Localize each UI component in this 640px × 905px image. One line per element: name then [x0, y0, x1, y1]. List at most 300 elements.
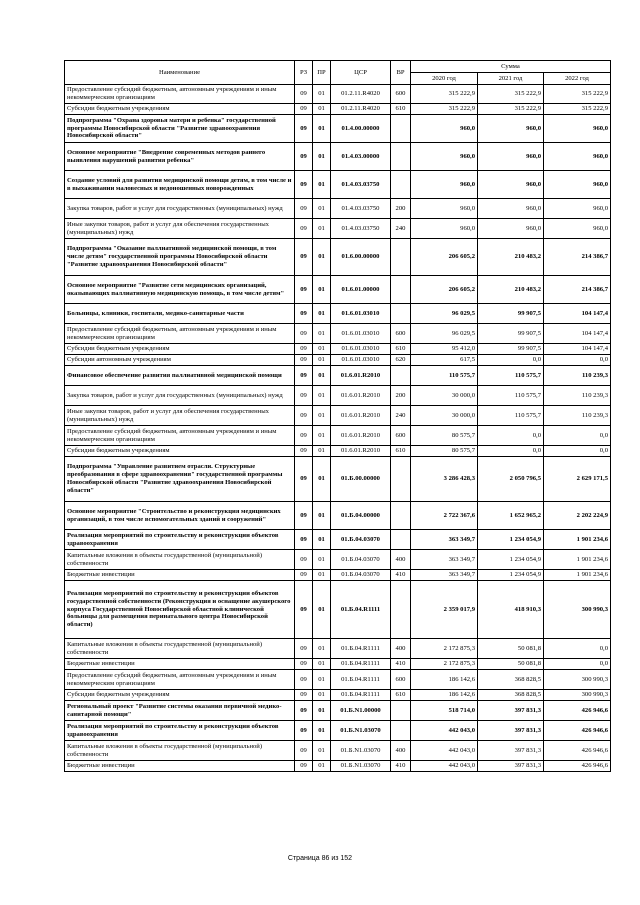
cell-rz: 09 [295, 639, 313, 659]
table-row [65, 570, 611, 581]
table-row [65, 239, 611, 276]
cell-vr [391, 502, 411, 530]
cell-2022: 214 386,7 [544, 276, 611, 304]
cell-rz: 09 [295, 670, 313, 690]
cell-pr: 01 [313, 639, 331, 659]
header-pr: ПР [313, 61, 331, 85]
cell-rz: 09 [295, 701, 313, 721]
cell-2022: 0,0 [544, 355, 611, 366]
cell-2022: 426 946,6 [544, 701, 611, 721]
cell-name: Закупка товаров, работ и услуг для государственных (муниципальных) нужд [65, 199, 295, 219]
cell-2020: 80 575,7 [411, 446, 478, 457]
table-row [65, 406, 611, 426]
table-row [65, 581, 611, 639]
table-row [65, 219, 611, 239]
cell-2021: 315 222,9 [478, 85, 544, 104]
cell-vr: 610 [391, 344, 411, 355]
cell-2020: 2 172 875,3 [411, 639, 478, 659]
cell-name: Закупка товаров, работ и услуг для государственных (муниципальных) нужд [65, 386, 295, 406]
cell-pr: 01 [313, 143, 331, 171]
cell-2022: 960,0 [544, 115, 611, 143]
cell-name: Субсидии автономным учреждениям [65, 355, 295, 366]
cell-2021: 368 828,5 [478, 670, 544, 690]
cell-2021: 397 831,3 [478, 741, 544, 761]
cell-2021: 210 483,2 [478, 276, 544, 304]
cell-2021: 960,0 [478, 143, 544, 171]
cell-vr: 400 [391, 639, 411, 659]
cell-2020: 186 142,6 [411, 670, 478, 690]
cell-rz: 09 [295, 355, 313, 366]
cell-rz: 09 [295, 386, 313, 406]
table-row [65, 426, 611, 446]
cell-csr: 01.6.01.R2010 [331, 446, 391, 457]
cell-csr: 01.Б.N1.03070 [331, 741, 391, 761]
cell-2020: 30 000,0 [411, 406, 478, 426]
cell-csr: 01.Б.04.R1111 [331, 690, 391, 701]
cell-2020: 960,0 [411, 219, 478, 239]
cell-csr: 01.4.00.00000 [331, 115, 391, 143]
cell-pr: 01 [313, 355, 331, 366]
cell-pr: 01 [313, 721, 331, 741]
cell-rz: 09 [295, 721, 313, 741]
cell-name: Предоставление субсидий бюджетным, автономным учреждениям и иным некоммерческим организациям [65, 85, 295, 104]
cell-csr: 01.Б.00.00000 [331, 457, 391, 502]
cell-2022: 0,0 [544, 426, 611, 446]
cell-2022: 1 901 234,6 [544, 570, 611, 581]
cell-2020: 442 043,0 [411, 721, 478, 741]
header-year-2022: 2022 год [544, 73, 611, 85]
cell-rz: 09 [295, 502, 313, 530]
cell-rz: 09 [295, 690, 313, 701]
cell-vr: 600 [391, 426, 411, 446]
table-row [65, 639, 611, 659]
cell-name: Субсидии бюджетным учреждениям [65, 690, 295, 701]
table-row [65, 701, 611, 721]
cell-vr: 600 [391, 324, 411, 344]
cell-vr: 400 [391, 741, 411, 761]
cell-2022: 0,0 [544, 446, 611, 457]
cell-pr: 01 [313, 761, 331, 772]
cell-2020: 960,0 [411, 115, 478, 143]
cell-name: Больницы, клиники, госпитали, медико-санитарные части [65, 304, 295, 324]
cell-2022: 0,0 [544, 639, 611, 659]
cell-2021: 397 831,3 [478, 721, 544, 741]
cell-pr: 01 [313, 550, 331, 570]
cell-name: Субсидии бюджетным учреждениям [65, 344, 295, 355]
table-row [65, 659, 611, 670]
cell-rz: 09 [295, 570, 313, 581]
cell-csr: 01.6.01.03010 [331, 355, 391, 366]
cell-rz: 09 [295, 324, 313, 344]
table-row [65, 446, 611, 457]
cell-vr [391, 171, 411, 199]
cell-csr: 01.6.01.00000 [331, 276, 391, 304]
header-csr: ЦСР [331, 61, 391, 85]
cell-pr: 01 [313, 219, 331, 239]
cell-2020: 96 029,5 [411, 304, 478, 324]
cell-pr: 01 [313, 741, 331, 761]
cell-pr: 01 [313, 344, 331, 355]
cell-vr [391, 115, 411, 143]
table-body [65, 85, 611, 772]
cell-2020: 95 412,0 [411, 344, 478, 355]
cell-2020: 315 222,9 [411, 104, 478, 115]
cell-rz: 09 [295, 239, 313, 276]
cell-name: Бюджетные инвестиции [65, 659, 295, 670]
cell-csr: 01.Б.04.R1111 [331, 639, 391, 659]
cell-rz: 09 [295, 104, 313, 115]
cell-vr: 410 [391, 570, 411, 581]
cell-vr [391, 701, 411, 721]
cell-csr: 01.Б.N1.00000 [331, 701, 391, 721]
cell-2021: 960,0 [478, 115, 544, 143]
header-sum: Сумма [411, 61, 611, 73]
cell-pr: 01 [313, 690, 331, 701]
cell-rz: 09 [295, 115, 313, 143]
cell-2021: 110 575,7 [478, 366, 544, 386]
cell-2021: 397 831,3 [478, 761, 544, 772]
table-row [65, 741, 611, 761]
cell-csr: 01.Б.04.03070 [331, 530, 391, 550]
table-row [65, 344, 611, 355]
cell-2020: 363 349,7 [411, 550, 478, 570]
cell-name: Капитальные вложения в объекты государственной (муниципальной) собственности [65, 639, 295, 659]
cell-2021: 99 907,5 [478, 304, 544, 324]
cell-2021: 1 652 965,2 [478, 502, 544, 530]
cell-2020: 363 349,7 [411, 570, 478, 581]
cell-name: Капитальные вложения в объекты государственной (муниципальной) собственности [65, 550, 295, 570]
cell-name: Создание условий для развития медицинской помощи детям, в том числе и в выхаживании маловесных и недоношенных новорожденных [65, 171, 295, 199]
table-row [65, 502, 611, 530]
table-row [65, 721, 611, 741]
header-name: Наименование [65, 61, 295, 85]
cell-2020: 80 575,7 [411, 426, 478, 446]
cell-name: Подпрограмма "Оказание паллиативной медицинской помощи, в том числе детям" государственной программы Новосибирской области "Развитие здравоохранения Новосибирской области" [65, 239, 295, 276]
cell-2021: 0,0 [478, 426, 544, 446]
cell-2022: 300 990,3 [544, 690, 611, 701]
cell-rz: 09 [295, 550, 313, 570]
cell-2022: 426 946,6 [544, 741, 611, 761]
cell-2022: 1 901 234,6 [544, 550, 611, 570]
cell-vr: 410 [391, 761, 411, 772]
table-row [65, 143, 611, 171]
cell-name: Предоставление субсидий бюджетным, автономным учреждениям и иным некоммерческим организациям [65, 324, 295, 344]
cell-2022: 110 239,3 [544, 366, 611, 386]
cell-name: Предоставление субсидий бюджетным, автономным учреждениям и иным некоммерческим организациям [65, 426, 295, 446]
cell-2021: 99 907,5 [478, 344, 544, 355]
header-rz: РЗ [295, 61, 313, 85]
cell-csr: 01.Б.04.03070 [331, 550, 391, 570]
cell-name: Реализация мероприятий по строительству и реконструкции объектов здравоохранения [65, 530, 295, 550]
table-row [65, 85, 611, 104]
cell-2022: 300 990,3 [544, 670, 611, 690]
cell-2021: 397 831,3 [478, 701, 544, 721]
cell-2022: 214 386,7 [544, 239, 611, 276]
cell-csr: 01.4.03.03750 [331, 199, 391, 219]
cell-rz: 09 [295, 406, 313, 426]
cell-csr: 01.4.03.03750 [331, 171, 391, 199]
cell-csr: 01.6.01.R2010 [331, 406, 391, 426]
cell-pr: 01 [313, 324, 331, 344]
cell-rz: 09 [295, 446, 313, 457]
table-row [65, 276, 611, 304]
table-row [65, 761, 611, 772]
cell-vr [391, 366, 411, 386]
cell-rz: 09 [295, 219, 313, 239]
cell-rz: 09 [295, 741, 313, 761]
cell-rz: 09 [295, 143, 313, 171]
cell-2021: 315 222,9 [478, 104, 544, 115]
cell-name: Бюджетные инвестиции [65, 570, 295, 581]
cell-2022: 315 222,9 [544, 85, 611, 104]
cell-2021: 368 828,5 [478, 690, 544, 701]
cell-pr: 01 [313, 446, 331, 457]
cell-pr: 01 [313, 406, 331, 426]
cell-csr: 01.6.00.00000 [331, 239, 391, 276]
cell-csr: 01.6.01.03010 [331, 324, 391, 344]
table-row [65, 386, 611, 406]
cell-2021: 50 081,8 [478, 659, 544, 670]
cell-2022: 300 990,3 [544, 581, 611, 639]
cell-pr: 01 [313, 386, 331, 406]
table-row [65, 304, 611, 324]
cell-2021: 210 483,2 [478, 239, 544, 276]
header-year-2021: 2021 год [478, 73, 544, 85]
cell-csr: 01.Б.N1.03070 [331, 721, 391, 741]
cell-csr: 01.2.11.R4020 [331, 85, 391, 104]
cell-rz: 09 [295, 530, 313, 550]
cell-name: Реализация мероприятий по строительству и реконструкции объектов государственной собственности (Реконструкция и оснащение акушерского корпуса Государственной Новосибирской областной клинической больницы для размещения перинатального центра Новосибирской области) [65, 581, 295, 639]
cell-pr: 01 [313, 670, 331, 690]
cell-name: Основное мероприятие "Строительство и реконструкция медицинских организаций, в том числе вспомогательных зданий и сооружений" [65, 502, 295, 530]
table-row [65, 115, 611, 143]
cell-rz: 09 [295, 581, 313, 639]
cell-2021: 1 234 054,9 [478, 570, 544, 581]
cell-2021: 0,0 [478, 446, 544, 457]
cell-name: Субсидии бюджетным учреждениям [65, 104, 295, 115]
cell-2022: 426 946,6 [544, 721, 611, 741]
cell-vr [391, 143, 411, 171]
cell-2020: 960,0 [411, 199, 478, 219]
cell-2021: 110 575,7 [478, 386, 544, 406]
cell-name: Иные закупки товаров, работ и услуг для обеспечения государственных (муниципальных) нужд [65, 406, 295, 426]
cell-vr: 200 [391, 199, 411, 219]
cell-pr: 01 [313, 426, 331, 446]
cell-rz: 09 [295, 761, 313, 772]
cell-2022: 960,0 [544, 219, 611, 239]
cell-name: Основное мероприятие "Внедрение современных методов раннего выявления нарушений развития ребенка" [65, 143, 295, 171]
cell-2021: 1 234 054,9 [478, 530, 544, 550]
cell-csr: 01.Б.N1.03070 [331, 761, 391, 772]
cell-csr: 01.Б.04.03070 [331, 570, 391, 581]
cell-2021: 418 910,3 [478, 581, 544, 639]
cell-2021: 110 575,7 [478, 406, 544, 426]
table-row [65, 530, 611, 550]
cell-name: Реализация мероприятий по строительству и реконструкции объектов здравоохранения [65, 721, 295, 741]
cell-rz: 09 [295, 199, 313, 219]
cell-rz: 09 [295, 366, 313, 386]
header-vr: ВР [391, 61, 411, 85]
cell-vr [391, 721, 411, 741]
cell-name: Субсидии бюджетным учреждениям [65, 446, 295, 457]
cell-csr: 01.4.03.00000 [331, 143, 391, 171]
cell-name: Подпрограмма "Управление развитием отрасли. Структурные преобразования в сфере здравоохранения" государственной программы Новосибирской области "Развитие здравоохранения Новосибирской области" [65, 457, 295, 502]
cell-rz: 09 [295, 304, 313, 324]
cell-pr: 01 [313, 171, 331, 199]
cell-rz: 09 [295, 85, 313, 104]
cell-pr: 01 [313, 115, 331, 143]
cell-name: Капитальные вложения в объекты государственной (муниципальной) собственности [65, 741, 295, 761]
cell-2022: 315 222,9 [544, 104, 611, 115]
table-row [65, 457, 611, 502]
cell-pr: 01 [313, 530, 331, 550]
cell-rz: 09 [295, 457, 313, 502]
cell-vr: 600 [391, 85, 411, 104]
cell-2022: 426 946,6 [544, 761, 611, 772]
cell-2022: 960,0 [544, 199, 611, 219]
cell-csr: 01.6.01.R2010 [331, 426, 391, 446]
cell-2021: 1 234 054,9 [478, 550, 544, 570]
cell-name: Основное мероприятие "Развитие сети медицинских организаций, оказывающих паллиативную медицинскую помощь, в том числе детям" [65, 276, 295, 304]
cell-2022: 960,0 [544, 143, 611, 171]
cell-name: Бюджетные инвестиции [65, 761, 295, 772]
cell-2021: 960,0 [478, 199, 544, 219]
cell-2022: 110 239,3 [544, 406, 611, 426]
cell-pr: 01 [313, 104, 331, 115]
cell-pr: 01 [313, 276, 331, 304]
cell-vr [391, 276, 411, 304]
cell-csr: 01.2.11.R4020 [331, 104, 391, 115]
cell-vr: 610 [391, 690, 411, 701]
cell-pr: 01 [313, 366, 331, 386]
cell-pr: 01 [313, 457, 331, 502]
cell-vr [391, 581, 411, 639]
cell-2020: 960,0 [411, 171, 478, 199]
cell-vr [391, 304, 411, 324]
cell-2022: 104 147,4 [544, 344, 611, 355]
cell-2021: 99 907,5 [478, 324, 544, 344]
cell-vr: 200 [391, 386, 411, 406]
cell-rz: 09 [295, 171, 313, 199]
cell-2020: 110 575,7 [411, 366, 478, 386]
table-row [65, 366, 611, 386]
cell-2022: 104 147,4 [544, 304, 611, 324]
table-row [65, 550, 611, 570]
cell-2021: 960,0 [478, 171, 544, 199]
cell-2021: 2 050 796,5 [478, 457, 544, 502]
cell-2021: 960,0 [478, 219, 544, 239]
cell-rz: 09 [295, 426, 313, 446]
cell-2020: 206 605,2 [411, 276, 478, 304]
cell-2020: 315 222,9 [411, 85, 478, 104]
cell-pr: 01 [313, 199, 331, 219]
cell-2022: 960,0 [544, 171, 611, 199]
cell-2021: 0,0 [478, 355, 544, 366]
cell-2020: 2 359 017,9 [411, 581, 478, 639]
cell-name: Предоставление субсидий бюджетным, автономным учреждениям и иным некоммерческим организациям [65, 670, 295, 690]
cell-csr: 01.Б.04.00000 [331, 502, 391, 530]
cell-2020: 442 043,0 [411, 741, 478, 761]
cell-vr [391, 530, 411, 550]
cell-vr: 410 [391, 659, 411, 670]
cell-pr: 01 [313, 570, 331, 581]
cell-vr: 610 [391, 446, 411, 457]
cell-2020: 518 714,0 [411, 701, 478, 721]
header-year-2020: 2020 год [411, 73, 478, 85]
cell-2022: 1 901 234,6 [544, 530, 611, 550]
cell-csr: 01.6.01.R2010 [331, 366, 391, 386]
table-row [65, 199, 611, 219]
cell-vr: 610 [391, 104, 411, 115]
cell-csr: 01.4.03.03750 [331, 219, 391, 239]
cell-name: Иные закупки товаров, работ и услуг для обеспечения государственных (муниципальных) нужд [65, 219, 295, 239]
cell-vr: 240 [391, 219, 411, 239]
cell-csr: 01.Б.04.R1111 [331, 659, 391, 670]
cell-pr: 01 [313, 659, 331, 670]
table-row [65, 690, 611, 701]
cell-csr: 01.6.01.03010 [331, 344, 391, 355]
cell-pr: 01 [313, 701, 331, 721]
cell-2020: 617,5 [411, 355, 478, 366]
header-row [65, 61, 611, 73]
cell-2022: 104 147,4 [544, 324, 611, 344]
cell-vr [391, 239, 411, 276]
table-row [65, 104, 611, 115]
cell-rz: 09 [295, 276, 313, 304]
cell-name: Региональный проект "Развитие системы оказания первичной медико-санитарной помощи" [65, 701, 295, 721]
cell-csr: 01.6.01.03010 [331, 304, 391, 324]
cell-2020: 96 029,5 [411, 324, 478, 344]
table-row [65, 355, 611, 366]
cell-csr: 01.Б.04.R1111 [331, 670, 391, 690]
cell-vr: 400 [391, 550, 411, 570]
cell-2022: 2 629 171,5 [544, 457, 611, 502]
cell-pr: 01 [313, 85, 331, 104]
page-number: Страница 86 из 152 [287, 855, 353, 862]
cell-2020: 3 286 428,3 [411, 457, 478, 502]
cell-2020: 206 605,2 [411, 239, 478, 276]
cell-2022: 110 239,3 [544, 386, 611, 406]
table-row [65, 324, 611, 344]
cell-rz: 09 [295, 659, 313, 670]
cell-2020: 2 722 367,6 [411, 502, 478, 530]
cell-vr: 600 [391, 670, 411, 690]
cell-2020: 30 000,0 [411, 386, 478, 406]
cell-rz: 09 [295, 344, 313, 355]
cell-pr: 01 [313, 502, 331, 530]
cell-2020: 442 043,0 [411, 761, 478, 772]
cell-2020: 186 142,6 [411, 690, 478, 701]
cell-vr [391, 457, 411, 502]
cell-2020: 960,0 [411, 143, 478, 171]
cell-2022: 0,0 [544, 659, 611, 670]
cell-csr: 01.Б.04.R1111 [331, 581, 391, 639]
budget-table [64, 60, 611, 772]
cell-vr: 240 [391, 406, 411, 426]
cell-name: Финансовое обеспечение развития паллиативной медицинской помощи [65, 366, 295, 386]
cell-2021: 50 081,8 [478, 639, 544, 659]
cell-2020: 2 172 875,3 [411, 659, 478, 670]
cell-2020: 363 349,7 [411, 530, 478, 550]
cell-2022: 2 202 224,9 [544, 502, 611, 530]
cell-csr: 01.6.01.R2010 [331, 386, 391, 406]
cell-vr: 620 [391, 355, 411, 366]
cell-pr: 01 [313, 581, 331, 639]
cell-name: Подпрограмма "Охрана здоровья матери и ребенка" государственной программы Новосибирской области "Развитие здравоохранения Новосибирской области" [65, 115, 295, 143]
cell-pr: 01 [313, 239, 331, 276]
table-row [65, 171, 611, 199]
cell-pr: 01 [313, 304, 331, 324]
